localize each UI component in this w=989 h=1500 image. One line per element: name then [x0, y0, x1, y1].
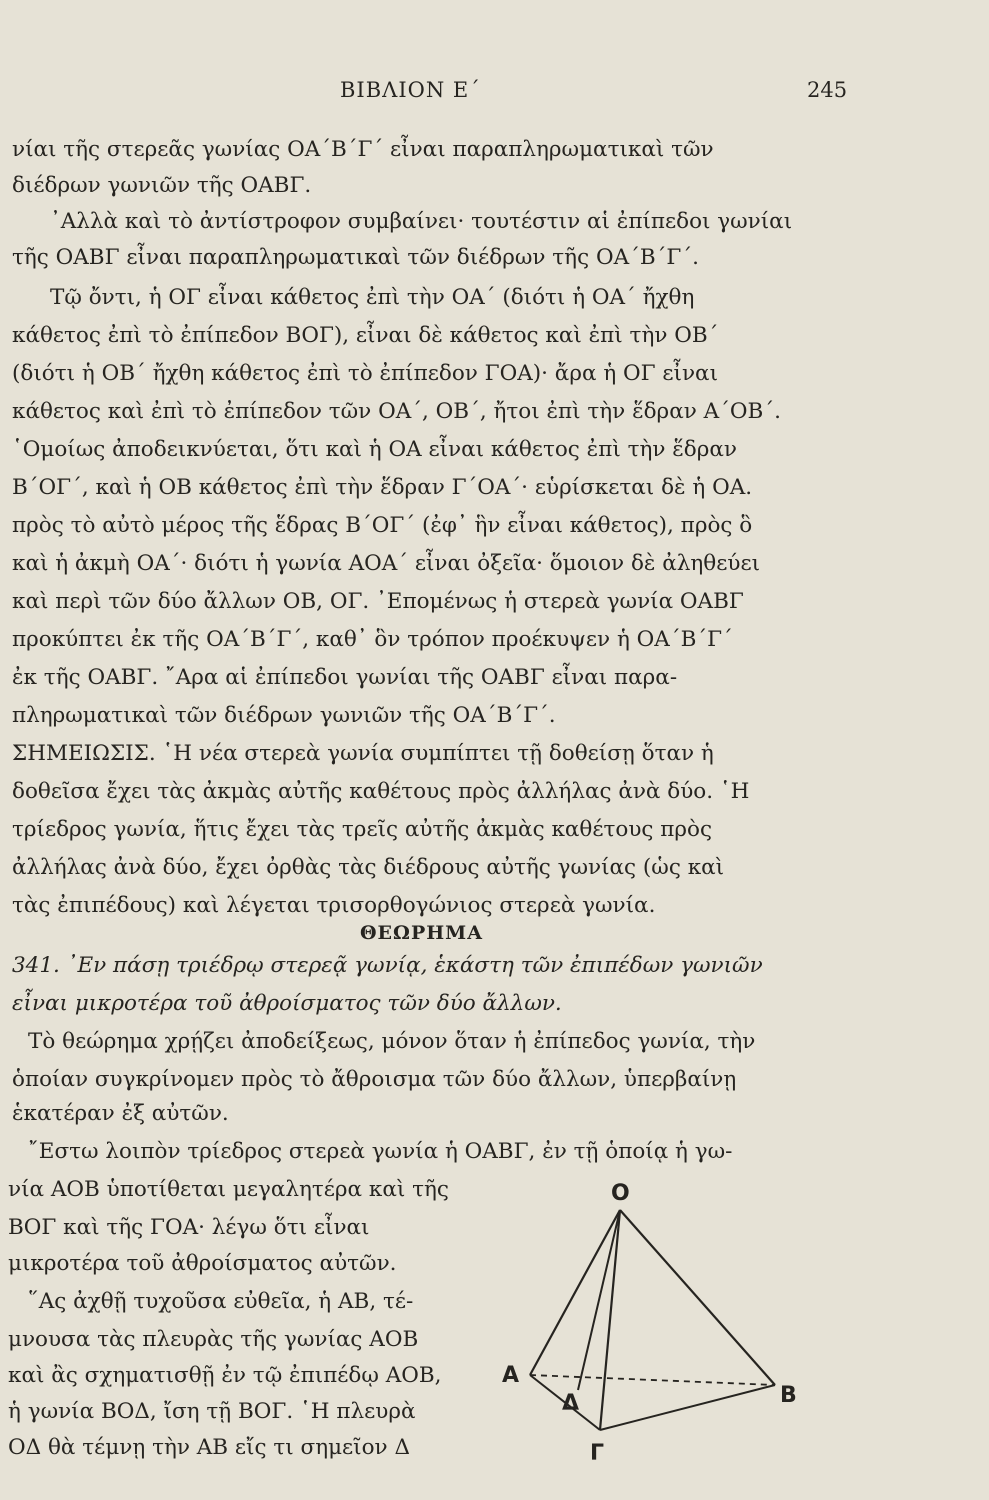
text-line: μνουσα τὰς πλευρὰς τῆς γωνίας ΑΟΒ: [8, 1327, 419, 1352]
theorem-statement: 341. ᾿Εν πάσῃ τριέδρῳ στερεᾷ γωνίᾳ, ἑκάστη τῶν ἐπιπέδων γωνιῶν: [12, 953, 763, 978]
label-g: Γ: [590, 1441, 605, 1466]
text-line: νία ΑΟΒ ὑποτίθεται μεγαλητέρα καὶ τῆς: [8, 1177, 449, 1202]
label-d: Δ: [562, 1391, 580, 1416]
edge-gb: [600, 1385, 775, 1430]
chapter-title: ΒΙΒΛΙΟΝ Ε΄: [340, 78, 481, 102]
text-line: πληρωματικαὶ τῶν διέδρων γωνιῶν τῆς ΟΑ΄Β΄Γ΄.: [12, 703, 556, 728]
text-line: μικροτέρα τοῦ ἀθροίσματος αὐτῶν.: [8, 1251, 397, 1276]
text-line: ᾿Αλλὰ καὶ τὸ ἀντίστροφον συμβαίνει· τουτέστιν αἱ ἐπίπεδοι γωνίαι: [50, 209, 793, 234]
text-line: ἐκ τῆς ΟΑΒΓ. ῎Αρα αἱ ἐπίπεδοι γωνίαι τῆς ΟΑΒΓ εἶναι παρα-: [12, 665, 678, 690]
text-line: Τῷ ὄντι, ἡ ΟΓ εἶναι κάθετος ἐπὶ τὴν ΟΑ΄ (διότι ἡ ΟΑ΄ ἤχθη: [50, 285, 695, 310]
edge-ob: [620, 1210, 775, 1385]
text-line: (διότι ἡ ΟΒ΄ ἤχθη κάθετος ἐπὶ τὸ ἐπίπεδον ΓΟΑ)· ἄρα ἡ ΟΓ εἶναι: [12, 361, 718, 386]
trihedral-angle-figure: [490, 1170, 810, 1470]
text-line: τῆς ΟΑΒΓ εἶναι παραπληρωματικαὶ τῶν διέδρων τῆς ΟΑ΄Β΄Γ΄.: [12, 245, 699, 270]
theorem-statement: εἶναι μικροτέρα τοῦ ἀθροίσματος τῶν δύο ἄλλων.: [12, 991, 562, 1016]
text-line: ἑκατέραν ἐξ αὐτῶν.: [12, 1101, 229, 1126]
text-line: ἡ γωνία ΒΟΔ, ἴση τῇ ΒΟΓ. ῾Η πλευρὰ: [8, 1399, 416, 1424]
text-line: προκύπτει ἐκ τῆς ΟΑ΄Β΄Γ΄, καθ᾿ ὃν τρόπον προέκυψεν ἡ ΟΑ΄Β΄Γ΄: [12, 627, 733, 652]
edge-ab-dashed: [530, 1375, 775, 1385]
text-line: κάθετος ἐπὶ τὸ ἐπίπεδον ΒΟΓ), εἶναι δὲ κάθετος καὶ ἐπὶ τὴν ΟΒ΄: [12, 323, 719, 348]
text-line: ΒΟΓ καὶ τῆς ΓΟΑ· λέγω ὅτι εἶναι: [8, 1215, 370, 1240]
label-o: O: [611, 1181, 630, 1206]
text-line: πρὸς τὸ αὐτὸ μέρος τῆς ἕδρας Β΄ΟΓ΄ (ἐφ᾿ ἣν εἶναι κάθετος), πρὸς ὃ: [12, 513, 753, 538]
page-number: 245: [807, 78, 848, 102]
text-line: ῞Ας ἀχθῇ τυχοῦσα εὐθεῖα, ἡ ΑΒ, τέ-: [28, 1289, 414, 1314]
text-line: κάθετος καὶ ἐπὶ τὸ ἐπίπεδον τῶν ΟΑ΄, ΟΒ΄, ἤτοι ἐπὶ τὴν ἕδραν Α΄ΟΒ΄.: [12, 399, 781, 424]
text-line: ὁποίαν συγκρίνομεν πρὸς τὸ ἄθροισμα τῶν δύο ἄλλων, ὑπερβαίνῃ: [12, 1067, 737, 1092]
text-line: καὶ ἂς σχηματισθῇ ἐν τῷ ἐπιπέδῳ ΑΟΒ,: [8, 1363, 442, 1388]
text-line: διέδρων γωνιῶν τῆς ΟΑΒΓ.: [12, 173, 312, 198]
label-a: A: [502, 1363, 520, 1388]
label-b: B: [780, 1383, 797, 1408]
text-line: καὶ περὶ τῶν δύο ἄλλων ΟΒ, ΟΓ. ᾿Επομένως ἡ στερεὰ γωνία ΟΑΒΓ: [12, 589, 744, 614]
text-line: ΟΔ θὰ τέμνῃ τὴν ΑΒ εἴς τι σημεῖον Δ: [8, 1435, 410, 1460]
theorem-heading: ΘΕΩΡΗΜΑ: [360, 922, 483, 944]
text-line: καὶ ἡ ἀκμὴ ΟΑ΄· διότι ἡ γωνία ΑΟΑ΄ εἶναι ὀξεῖα· ὅμοιον δὲ ἀληθεύει: [12, 551, 761, 576]
text-line: τὰς ἐπιπέδους) καὶ λέγεται τρισορθογώνιος στερεὰ γωνία.: [12, 893, 656, 918]
text-line: ἀλλήλας ἀνὰ δύο, ἔχει ὀρθὰς τὰς διέδρους αὐτῆς γωνίας (ὡς καὶ: [12, 855, 725, 880]
text-line: Τὸ θεώρημα χρῄζει ἀποδείξεως, μόνον ὅταν ἡ ἐπίπεδος γωνία, τὴν: [28, 1029, 756, 1054]
text-line: Β΄ΟΓ΄, καὶ ἡ ΟΒ κάθετος ἐπὶ τὴν ἕδραν Γ΄ΟΑ΄· εὑρίσκεται δὲ ἡ ΟΑ.: [12, 475, 753, 500]
text-line: τρίεδρος γωνία, ἥτις ἔχει τὰς τρεῖς αὐτῆς ἀκμὰς καθέτους πρὸς: [12, 817, 713, 842]
figure-svg: [490, 1170, 810, 1470]
text-line: ΣΗΜΕΙΩΣΙΣ. ῾Η νέα στερεὰ γωνία συμπίπτει τῇ δοθείσῃ ὅταν ἡ: [12, 741, 714, 766]
text-line: ῾Ομοίως ἀποδεικνύεται, ὅτι καὶ ἡ ΟΑ εἶναι κάθετος ἐπὶ τὴν ἕδραν: [12, 437, 737, 462]
running-header: [0, 78, 989, 112]
edge-od: [578, 1210, 620, 1390]
text-line: νίαι τῆς στερεᾶς γωνίας ΟΑ΄Β΄Γ΄ εἶναι παραπληρωματικαὶ τῶν: [12, 137, 714, 162]
text-line: δοθεῖσα ἔχει τὰς ἀκμὰς αὐτῆς καθέτους πρὸς ἀλλήλας ἀνὰ δύο. ῾Η: [12, 779, 750, 804]
text-line: ῎Εστω λοιπὸν τρίεδρος στερεὰ γωνία ἡ ΟΑΒΓ, ἐν τῇ ὁποίᾳ ἡ γω-: [28, 1139, 733, 1164]
